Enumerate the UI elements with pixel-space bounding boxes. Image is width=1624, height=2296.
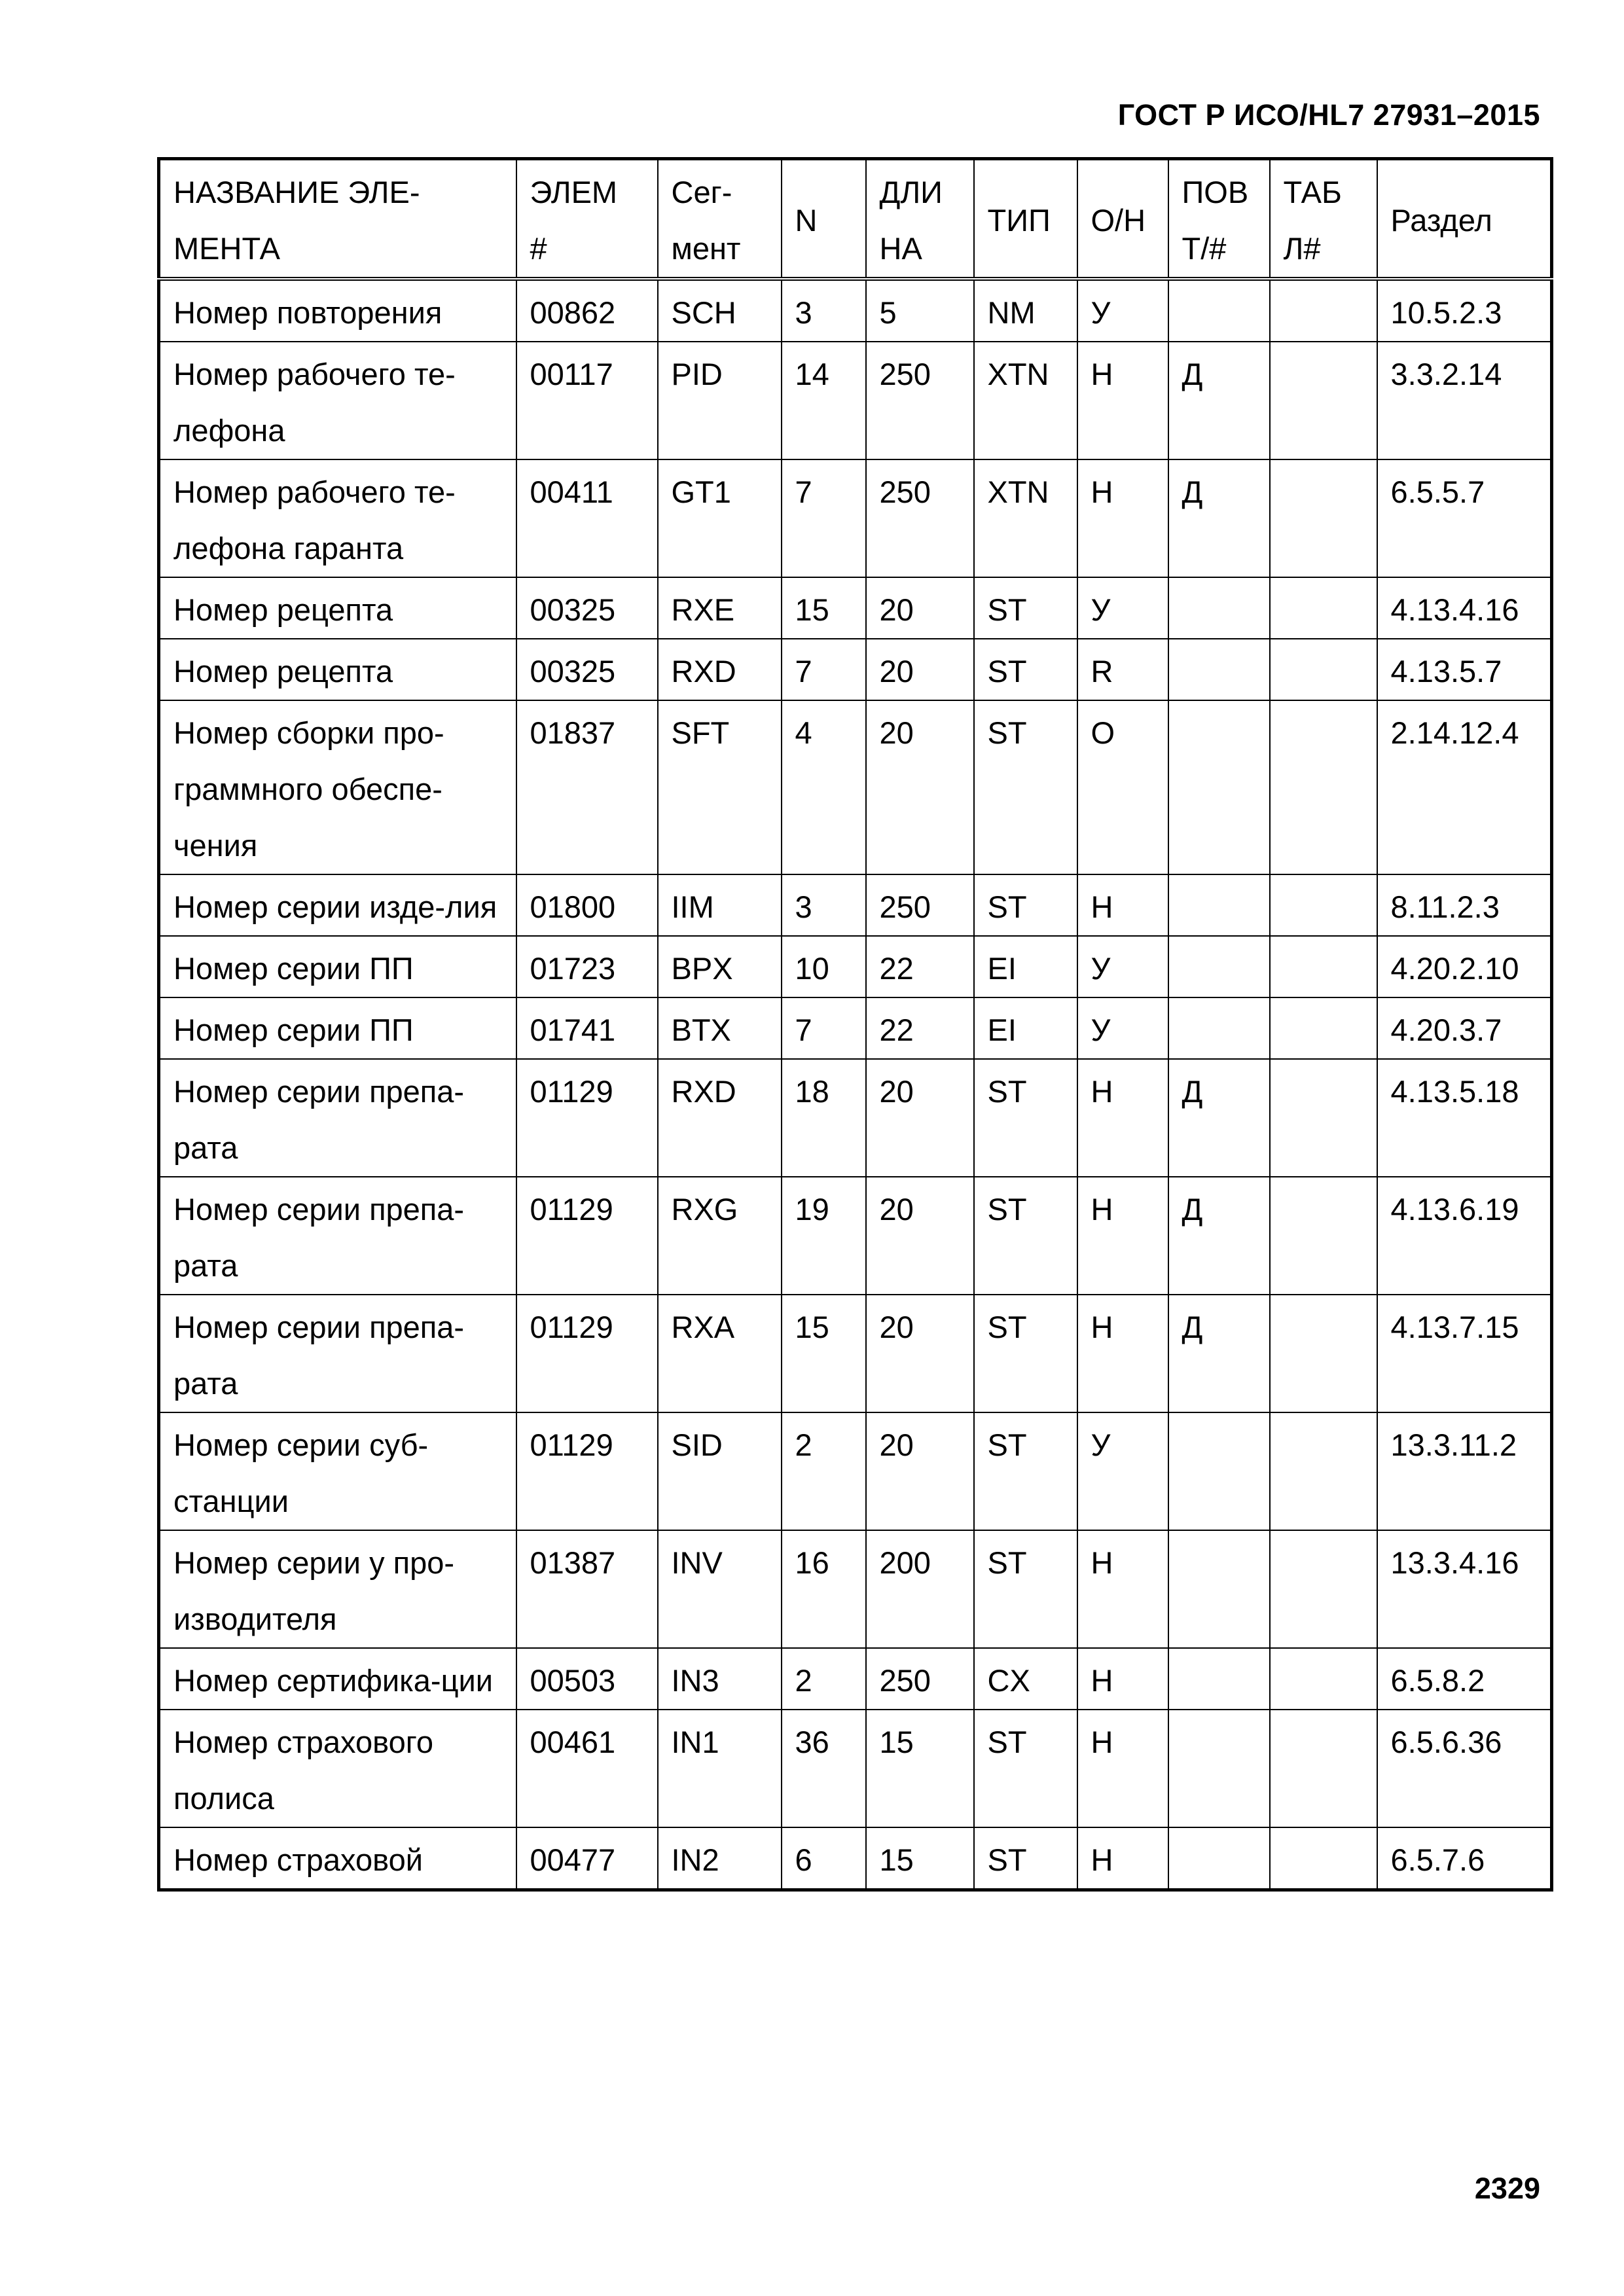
cell-n: 4 xyxy=(782,700,866,874)
cell-element-name: Номер серии ПП xyxy=(159,936,516,997)
document-header: ГОСТ Р ИСО/HL7 27931–2015 xyxy=(1117,98,1540,132)
table-row xyxy=(159,1177,1552,1295)
cell-repetition xyxy=(1168,639,1270,700)
cell-repetition: Д xyxy=(1168,459,1270,577)
cell-repetition xyxy=(1168,577,1270,639)
cell-element-name: Номер серии у про-изводителя xyxy=(159,1530,516,1648)
cell-repetition xyxy=(1168,936,1270,997)
col-header-element-name xyxy=(159,159,516,279)
cell-section: 6.5.7.6 xyxy=(1377,1827,1552,1890)
col-header-length-line-1: ДЛИ xyxy=(879,175,943,209)
cell-n: 7 xyxy=(782,997,866,1059)
col-header-segment-line-2: мент xyxy=(671,231,741,266)
col-header-length xyxy=(866,159,974,279)
cell-section: 4.13.5.7 xyxy=(1377,639,1552,700)
cell-section: 4.13.6.19 xyxy=(1377,1177,1552,1295)
col-header-segment-line-1: Сег- xyxy=(671,175,732,209)
table-row xyxy=(159,1827,1552,1890)
cell-section: 4.20.2.10 xyxy=(1377,936,1552,997)
cell-length: 20 xyxy=(866,639,974,700)
cell-segment: RXD xyxy=(658,639,782,700)
table-row xyxy=(159,1710,1552,1827)
cell-type: ST xyxy=(974,1177,1077,1295)
cell-n: 19 xyxy=(782,1177,866,1295)
cell-type: ST xyxy=(974,874,1077,936)
cell-element-name: Номер серии препа-рата xyxy=(159,1295,516,1412)
cell-repetition xyxy=(1168,700,1270,874)
cell-table-number xyxy=(1270,700,1377,874)
col-header-section: Раздел xyxy=(1377,159,1552,279)
cell-type: XTN xyxy=(974,342,1077,459)
cell-type: ST xyxy=(974,1827,1077,1890)
cell-length: 20 xyxy=(866,700,974,874)
table-row xyxy=(159,639,1552,700)
cell-n: 3 xyxy=(782,279,866,342)
cell-optionality: Н xyxy=(1077,1710,1168,1827)
cell-table-number xyxy=(1270,1648,1377,1710)
cell-optionality: Н xyxy=(1077,874,1168,936)
cell-repetition xyxy=(1168,1827,1270,1890)
table-row xyxy=(159,279,1552,342)
cell-segment: BPX xyxy=(658,936,782,997)
cell-element-name: Номер рецепта xyxy=(159,577,516,639)
cell-section: 6.5.8.2 xyxy=(1377,1648,1552,1710)
cell-repetition: Д xyxy=(1168,1059,1270,1177)
col-header-repetition-line-2: Т/# xyxy=(1182,231,1227,266)
cell-segment: SCH xyxy=(658,279,782,342)
page-number: 2329 xyxy=(1474,2172,1540,2205)
cell-n: 6 xyxy=(782,1827,866,1890)
col-header-element-number-line-1: ЭЛЕМ xyxy=(530,175,618,209)
cell-element-name: Номер сертифика-ции xyxy=(159,1648,516,1710)
cell-optionality: Н xyxy=(1077,1295,1168,1412)
cell-element-number: 00325 xyxy=(516,639,658,700)
cell-element-name: Номер повторения xyxy=(159,279,516,342)
cell-section: 13.3.4.16 xyxy=(1377,1530,1552,1648)
cell-segment: RXG xyxy=(658,1177,782,1295)
cell-segment: PID xyxy=(658,342,782,459)
cell-type: EI xyxy=(974,936,1077,997)
table-row xyxy=(159,459,1552,577)
col-header-table-number-line-2: Л# xyxy=(1283,231,1321,266)
cell-length: 15 xyxy=(866,1827,974,1890)
cell-n: 7 xyxy=(782,639,866,700)
cell-section: 4.13.4.16 xyxy=(1377,577,1552,639)
cell-section: 13.3.11.2 xyxy=(1377,1412,1552,1530)
table-row xyxy=(159,1059,1552,1177)
table-row xyxy=(159,1648,1552,1710)
cell-type: ST xyxy=(974,1059,1077,1177)
cell-element-name: Номер серии ПП xyxy=(159,997,516,1059)
table-row xyxy=(159,936,1552,997)
cell-n: 7 xyxy=(782,459,866,577)
cell-segment: SFT xyxy=(658,700,782,874)
cell-n: 2 xyxy=(782,1648,866,1710)
table-row xyxy=(159,342,1552,459)
cell-element-number: 01129 xyxy=(516,1412,658,1530)
cell-element-number: 00477 xyxy=(516,1827,658,1890)
cell-length: 20 xyxy=(866,1177,974,1295)
cell-element-name: Номер страховой xyxy=(159,1827,516,1890)
cell-table-number xyxy=(1270,1710,1377,1827)
cell-optionality: Н xyxy=(1077,1530,1168,1648)
cell-length: 200 xyxy=(866,1530,974,1648)
cell-n: 16 xyxy=(782,1530,866,1648)
cell-section: 8.11.2.3 xyxy=(1377,874,1552,936)
cell-type: ST xyxy=(974,1412,1077,1530)
col-header-table-number-line-1: ТАБ xyxy=(1283,175,1342,209)
cell-table-number xyxy=(1270,279,1377,342)
cell-repetition xyxy=(1168,1648,1270,1710)
cell-element-number: 00325 xyxy=(516,577,658,639)
cell-table-number xyxy=(1270,459,1377,577)
cell-n: 14 xyxy=(782,342,866,459)
cell-segment: IN1 xyxy=(658,1710,782,1827)
cell-segment: INV xyxy=(658,1530,782,1648)
cell-table-number xyxy=(1270,936,1377,997)
cell-length: 250 xyxy=(866,459,974,577)
table-row xyxy=(159,1530,1552,1648)
cell-element-number: 01837 xyxy=(516,700,658,874)
col-header-n: N xyxy=(782,159,866,279)
cell-element-number: 01387 xyxy=(516,1530,658,1648)
cell-length: 250 xyxy=(866,874,974,936)
table-row xyxy=(159,1295,1552,1412)
cell-table-number xyxy=(1270,577,1377,639)
cell-element-name: Номер сборки про-граммного обеспе-чения xyxy=(159,700,516,874)
cell-optionality: Н xyxy=(1077,1059,1168,1177)
cell-optionality: R xyxy=(1077,639,1168,700)
cell-element-number: 01741 xyxy=(516,997,658,1059)
cell-optionality: У xyxy=(1077,1412,1168,1530)
cell-section: 4.13.7.15 xyxy=(1377,1295,1552,1412)
cell-type: ST xyxy=(974,1295,1077,1412)
elements-table xyxy=(157,157,1553,1892)
cell-segment: IIM xyxy=(658,874,782,936)
cell-repetition: Д xyxy=(1168,342,1270,459)
col-header-element-number xyxy=(516,159,658,279)
cell-repetition xyxy=(1168,1530,1270,1648)
col-header-repetition xyxy=(1168,159,1270,279)
cell-length: 20 xyxy=(866,1412,974,1530)
cell-type: CX xyxy=(974,1648,1077,1710)
cell-optionality: Н xyxy=(1077,1177,1168,1295)
cell-type: ST xyxy=(974,700,1077,874)
cell-n: 2 xyxy=(782,1412,866,1530)
cell-n: 3 xyxy=(782,874,866,936)
table-row xyxy=(159,874,1552,936)
cell-element-number: 01800 xyxy=(516,874,658,936)
cell-table-number xyxy=(1270,1412,1377,1530)
cell-element-number: 01129 xyxy=(516,1295,658,1412)
cell-optionality: У xyxy=(1077,997,1168,1059)
cell-optionality: Н xyxy=(1077,1827,1168,1890)
cell-segment: RXE xyxy=(658,577,782,639)
cell-repetition xyxy=(1168,874,1270,936)
cell-type: EI xyxy=(974,997,1077,1059)
cell-segment: RXA xyxy=(658,1295,782,1412)
table-header-row xyxy=(159,159,1552,279)
cell-length: 20 xyxy=(866,1295,974,1412)
col-header-table-number xyxy=(1270,159,1377,279)
col-header-element-name-line-2: МЕНТА xyxy=(173,231,280,266)
cell-table-number xyxy=(1270,1059,1377,1177)
cell-repetition xyxy=(1168,1412,1270,1530)
cell-n: 18 xyxy=(782,1059,866,1177)
cell-element-number: 00862 xyxy=(516,279,658,342)
cell-segment: RXD xyxy=(658,1059,782,1177)
cell-repetition xyxy=(1168,997,1270,1059)
cell-type: ST xyxy=(974,1530,1077,1648)
cell-element-name: Номер рабочего те-лефона xyxy=(159,342,516,459)
cell-type: NM xyxy=(974,279,1077,342)
cell-repetition xyxy=(1168,279,1270,342)
cell-length: 22 xyxy=(866,936,974,997)
col-header-segment xyxy=(658,159,782,279)
cell-segment: IN3 xyxy=(658,1648,782,1710)
cell-element-number: 01129 xyxy=(516,1177,658,1295)
table-row xyxy=(159,700,1552,874)
col-header-optionality: О/Н xyxy=(1077,159,1168,279)
cell-length: 15 xyxy=(866,1710,974,1827)
cell-length: 22 xyxy=(866,997,974,1059)
cell-table-number xyxy=(1270,342,1377,459)
cell-optionality: У xyxy=(1077,936,1168,997)
cell-element-number: 00411 xyxy=(516,459,658,577)
cell-segment: IN2 xyxy=(658,1827,782,1890)
cell-segment: BTX xyxy=(658,997,782,1059)
cell-section: 10.5.2.3 xyxy=(1377,279,1552,342)
cell-element-name: Номер серии препа-рата xyxy=(159,1059,516,1177)
cell-element-name: Номер рецепта xyxy=(159,639,516,700)
cell-element-number: 01129 xyxy=(516,1059,658,1177)
col-header-length-line-2: НА xyxy=(879,231,922,266)
cell-section: 4.20.3.7 xyxy=(1377,997,1552,1059)
cell-optionality: Н xyxy=(1077,342,1168,459)
col-header-element-name-line-1: НАЗВАНИЕ ЭЛЕ- xyxy=(173,175,420,209)
cell-length: 20 xyxy=(866,1059,974,1177)
cell-section: 6.5.5.7 xyxy=(1377,459,1552,577)
cell-element-name: Номер рабочего те-лефона гаранта xyxy=(159,459,516,577)
cell-optionality: У xyxy=(1077,279,1168,342)
cell-type: ST xyxy=(974,1710,1077,1827)
cell-length: 20 xyxy=(866,577,974,639)
cell-element-name: Номер серии препа-рата xyxy=(159,1177,516,1295)
cell-element-number: 01723 xyxy=(516,936,658,997)
cell-element-name: Номер страхового полиса xyxy=(159,1710,516,1827)
cell-table-number xyxy=(1270,997,1377,1059)
cell-type: ST xyxy=(974,639,1077,700)
cell-n: 15 xyxy=(782,1295,866,1412)
cell-element-number: 00503 xyxy=(516,1648,658,1710)
cell-repetition xyxy=(1168,1710,1270,1827)
cell-table-number xyxy=(1270,1177,1377,1295)
cell-repetition: Д xyxy=(1168,1295,1270,1412)
table-body xyxy=(159,279,1552,1890)
cell-length: 5 xyxy=(866,279,974,342)
cell-n: 10 xyxy=(782,936,866,997)
cell-repetition: Д xyxy=(1168,1177,1270,1295)
cell-section: 3.3.2.14 xyxy=(1377,342,1552,459)
cell-optionality: У xyxy=(1077,577,1168,639)
cell-element-number: 00461 xyxy=(516,1710,658,1827)
cell-section: 2.14.12.4 xyxy=(1377,700,1552,874)
cell-optionality: Н xyxy=(1077,459,1168,577)
cell-table-number xyxy=(1270,874,1377,936)
cell-segment: SID xyxy=(658,1412,782,1530)
cell-element-number: 00117 xyxy=(516,342,658,459)
cell-table-number xyxy=(1270,1295,1377,1412)
cell-length: 250 xyxy=(866,342,974,459)
cell-n: 15 xyxy=(782,577,866,639)
cell-element-name: Номер серии суб-станции xyxy=(159,1412,516,1530)
cell-section: 6.5.6.36 xyxy=(1377,1710,1552,1827)
cell-table-number xyxy=(1270,639,1377,700)
cell-element-name: Номер серии изде-лия xyxy=(159,874,516,936)
cell-optionality: Н xyxy=(1077,1648,1168,1710)
cell-type: XTN xyxy=(974,459,1077,577)
table-row xyxy=(159,997,1552,1059)
cell-n: 36 xyxy=(782,1710,866,1827)
table-row xyxy=(159,1412,1552,1530)
cell-optionality: О xyxy=(1077,700,1168,874)
table-row xyxy=(159,577,1552,639)
cell-type: ST xyxy=(974,577,1077,639)
cell-section: 4.13.5.18 xyxy=(1377,1059,1552,1177)
col-header-element-number-line-2: # xyxy=(530,231,547,266)
cell-table-number xyxy=(1270,1530,1377,1648)
cell-length: 250 xyxy=(866,1648,974,1710)
col-header-type: ТИП xyxy=(974,159,1077,279)
cell-table-number xyxy=(1270,1827,1377,1890)
col-header-repetition-line-1: ПОВ xyxy=(1182,175,1249,209)
cell-segment: GT1 xyxy=(658,459,782,577)
